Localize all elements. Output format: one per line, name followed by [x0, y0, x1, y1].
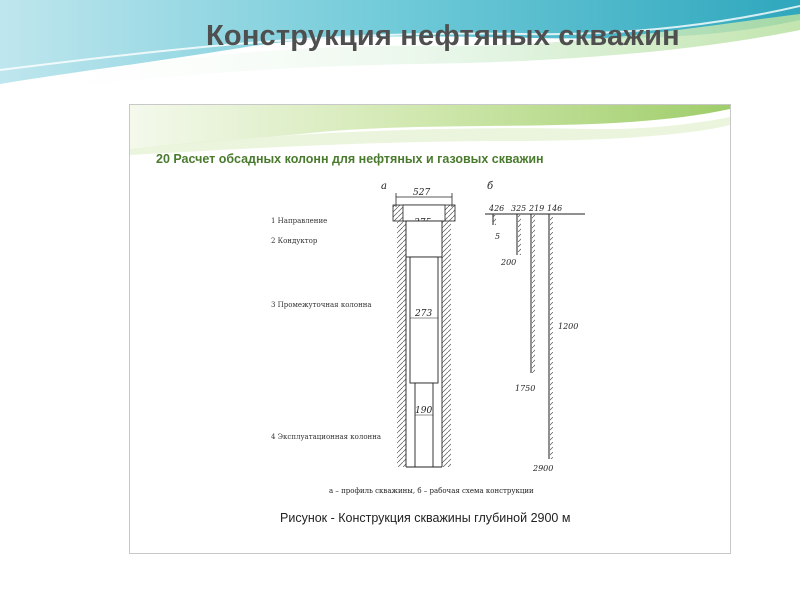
header-wave-decoration	[0, 0, 800, 110]
diameter-527: 527	[413, 188, 431, 198]
label-a: а	[381, 181, 387, 192]
figure-caption: Рисунок - Конструкция скважины глубиной 2900 м	[280, 511, 571, 525]
card-header-band	[130, 105, 730, 155]
slide-title: Конструкция нефтяных скважин	[206, 20, 680, 52]
scheme-depth-2900: 2900	[533, 464, 554, 473]
scheme-diameters-219: 219	[529, 204, 545, 213]
well-profile	[393, 188, 455, 467]
scheme-depth-5: 5	[495, 232, 501, 241]
card-heading: 20 Расчет обсадных колонн для нефтяных и газовых скважин	[156, 152, 544, 166]
scheme-depth-200: 200	[501, 258, 517, 267]
diameter-190: 190	[415, 406, 433, 416]
scheme-depth-1750: 1750	[515, 384, 536, 393]
scheme-diameters-146: 146	[547, 204, 563, 213]
label-b: б	[487, 181, 494, 192]
diagram-caption: а – профиль скважины, б – рабочая схема конструкции	[329, 487, 534, 495]
well-construction-diagram	[263, 177, 603, 502]
scheme-diameters-325: 325	[511, 204, 527, 213]
column-label-4: 4 Эксплуатационная колонна	[271, 433, 382, 441]
scheme-diameters-426: 426	[489, 204, 505, 213]
column-label-1: 1 Направление	[271, 217, 328, 225]
column-label-3: 3 Промежуточная колонна	[271, 301, 372, 309]
scheme-depth-1200: 1200	[558, 322, 579, 331]
column-label-2: 2 Кондуктор	[271, 237, 318, 245]
content-card	[129, 104, 731, 554]
diameter-273: 273	[415, 309, 433, 319]
working-scheme	[485, 204, 585, 473]
